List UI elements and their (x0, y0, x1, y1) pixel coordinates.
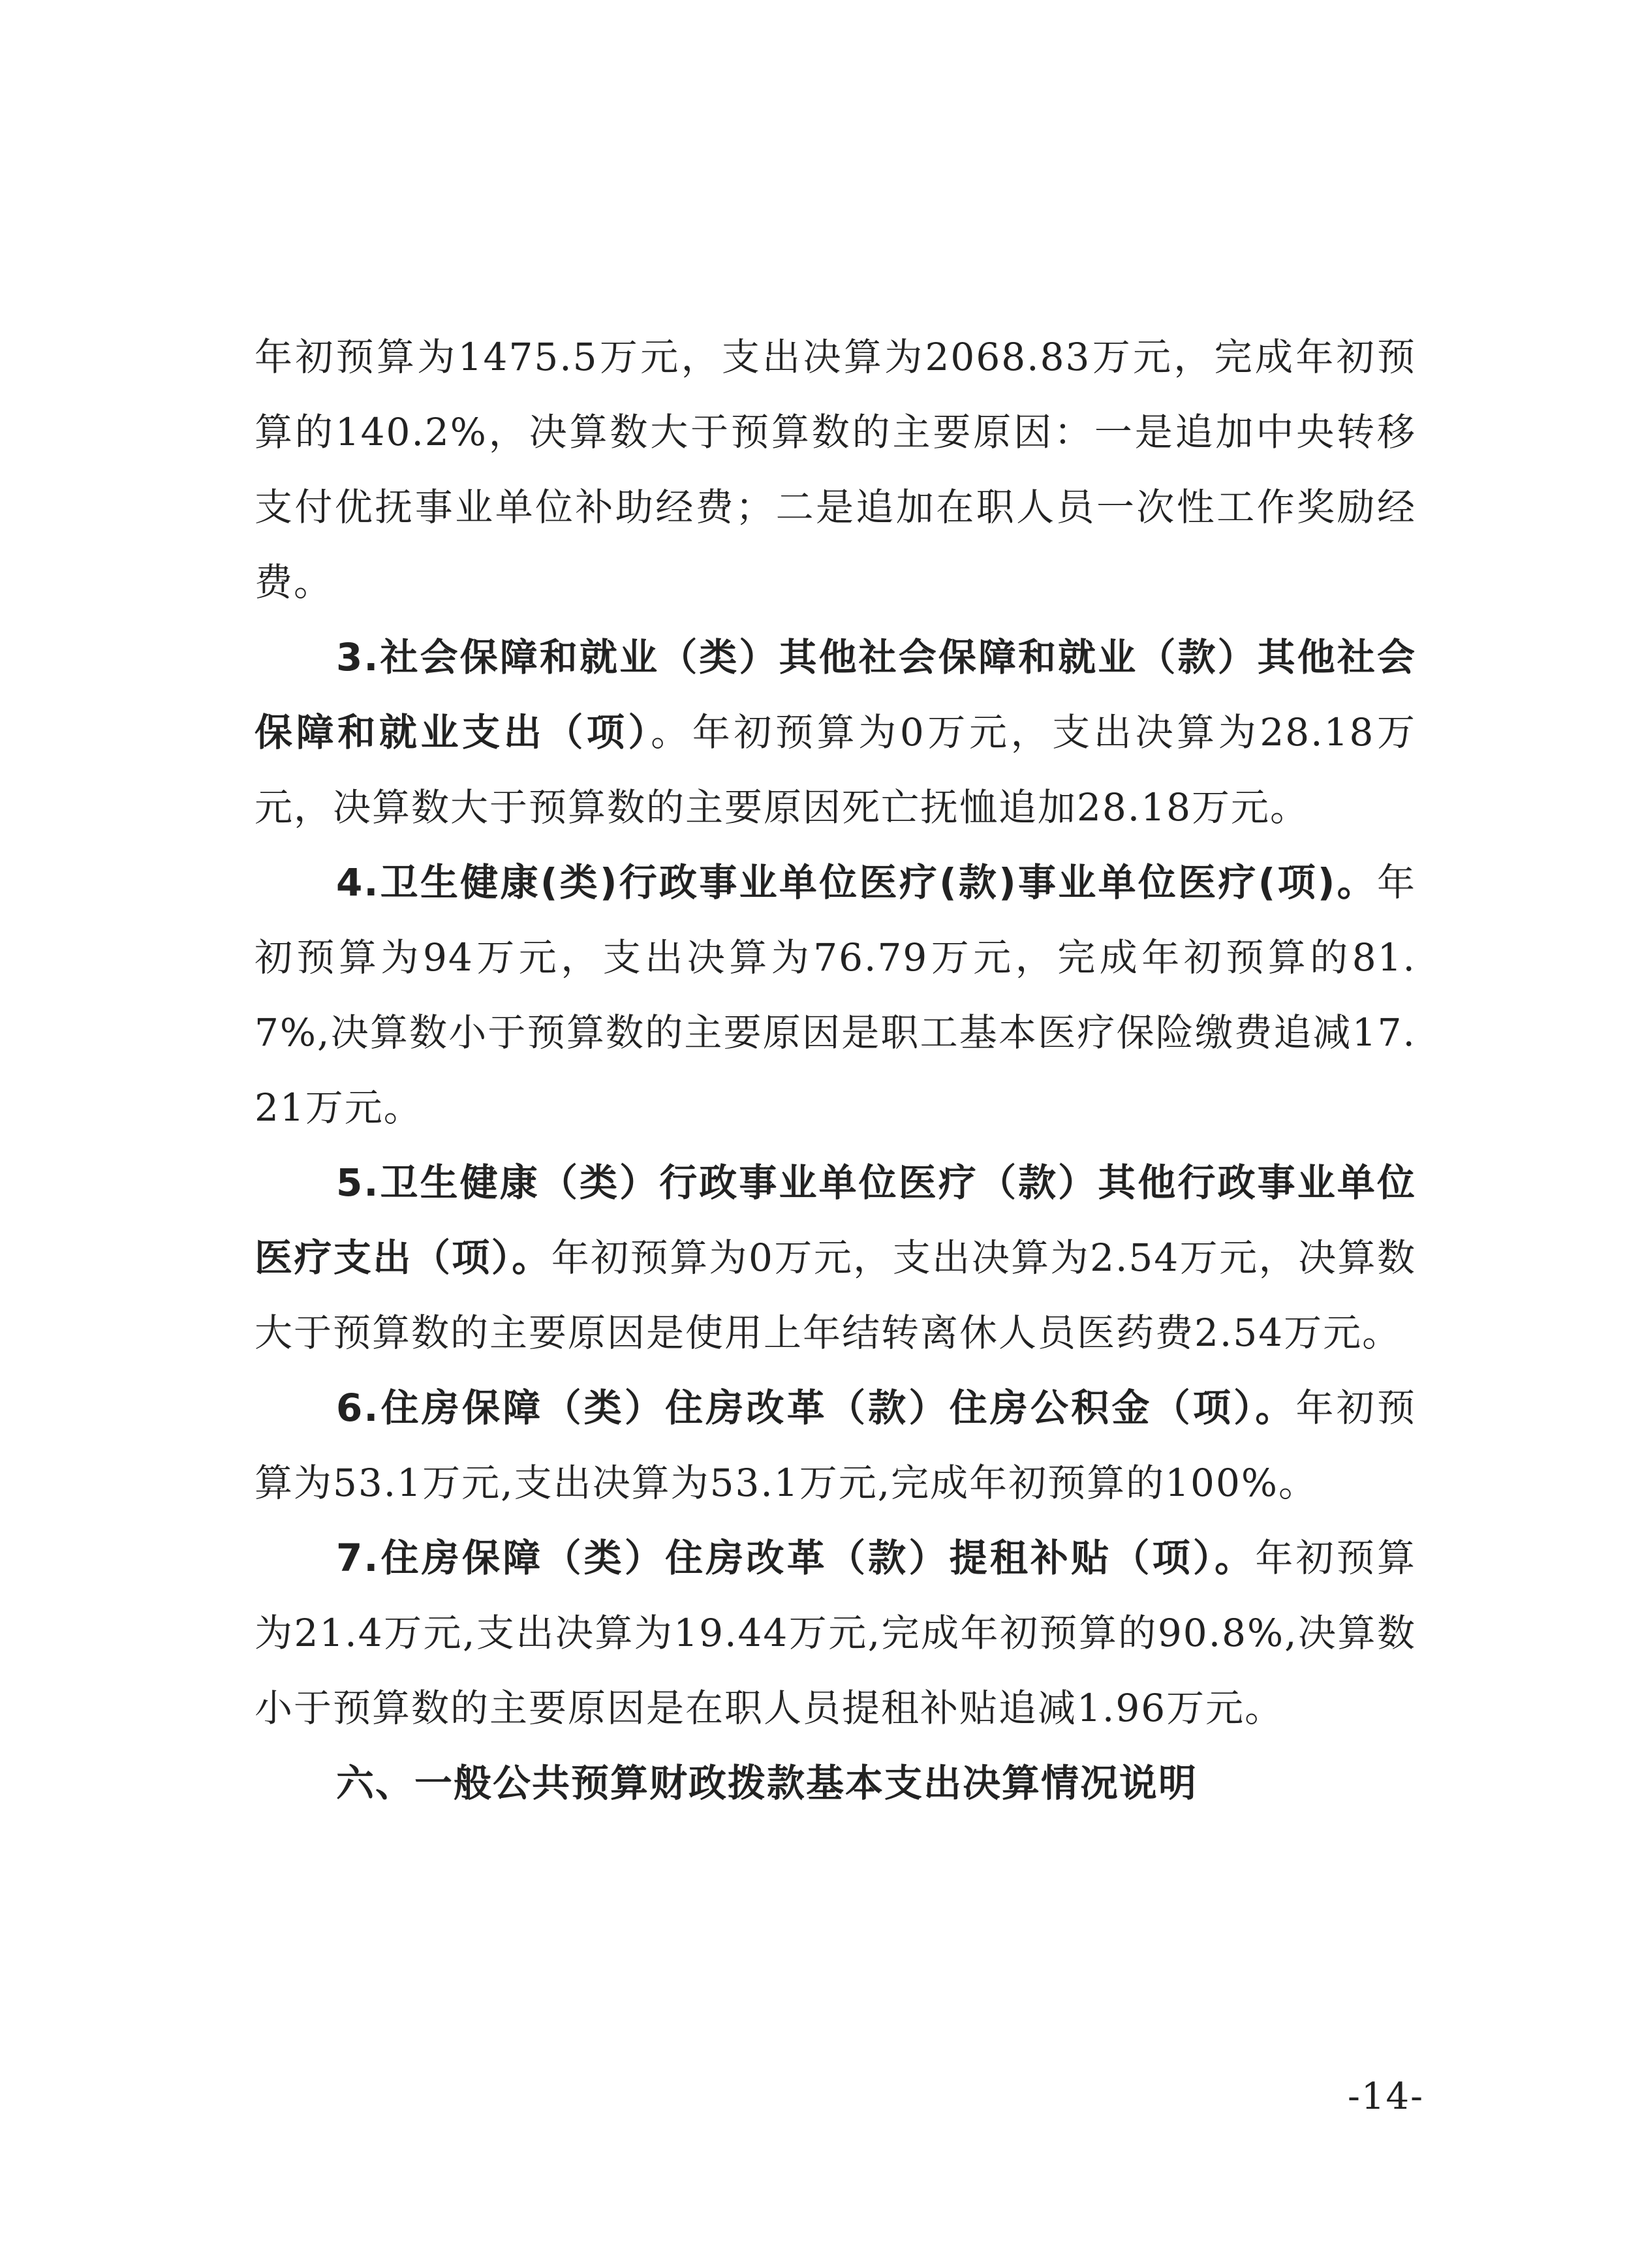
paragraph-body: 年初预算为94万元，支出决算为76.79万元，完成年初预算的81.7%,决算数小于预算数的主要原因是职工基本医疗保险缴费追减17.21万元。 (255, 860, 1416, 1130)
paragraph-body: 年初预算为21.4万元,支出决算为19.44万元,完成年初预算的90.8%,决算数小于预算数的主要原因是在职人员提租补贴追减1.96万元。 (255, 1536, 1416, 1730)
paragraph-continuation (255, 320, 1416, 620)
paragraph-lead: 4.卫生健康(类)行政事业单位医疗(款)事业单位医疗(项)。 (336, 860, 1377, 905)
page-number: -14- (1348, 2075, 1425, 2118)
document-body (255, 320, 1416, 1821)
paragraph-lead: 3.社会保障和就业（类）其他社会保障和就业（款）其他社会保障和就业支出（项） (255, 635, 1416, 754)
paragraph-body: 年初预算为53.1万元,支出决算为53.1万元,完成年初预算的100%。 (255, 1386, 1416, 1505)
paragraph-body: 年初预算为0万元，支出决算为2.54万元，决算数大于预算数的主要原因是使用上年结转离休人员医药费2.54万元。 (255, 1235, 1416, 1355)
paragraph-item-5 (255, 1145, 1416, 1371)
paragraph-item-7 (255, 1521, 1416, 1746)
paragraph-lead: 7.住房保障（类）住房改革（款）提租补贴（项）。 (336, 1536, 1256, 1580)
paragraph-item-6 (255, 1371, 1416, 1521)
paragraph-item-4 (255, 845, 1416, 1145)
paragraph-body: 年初预算为1475.5万元，支出决算为2068.83万元，完成年初预算的140.2%，决算数大于预算数的主要原因：一是追加中央转移支付优抚事业单位补助经费；二是追加在职人员一次性工作奖励经费。 (255, 335, 1416, 604)
paragraph-body: 。年初预算为0万元，支出决算为28.18万元，决算数大于预算数的主要原因死亡抚恤追加28.18万元。 (255, 710, 1416, 830)
paragraph-lead: 5.卫生健康（类）行政事业单位医疗（款）其他行政事业单位医疗支出（项）。 (255, 1160, 1416, 1280)
paragraph-lead: 6.住房保障（类）住房改革（款）住房公积金（项）。 (336, 1386, 1296, 1430)
section-heading: 六、一般公共预算财政拨款基本支出决算情况说明 (336, 1761, 1198, 1805)
paragraph-item-3 (255, 620, 1416, 845)
